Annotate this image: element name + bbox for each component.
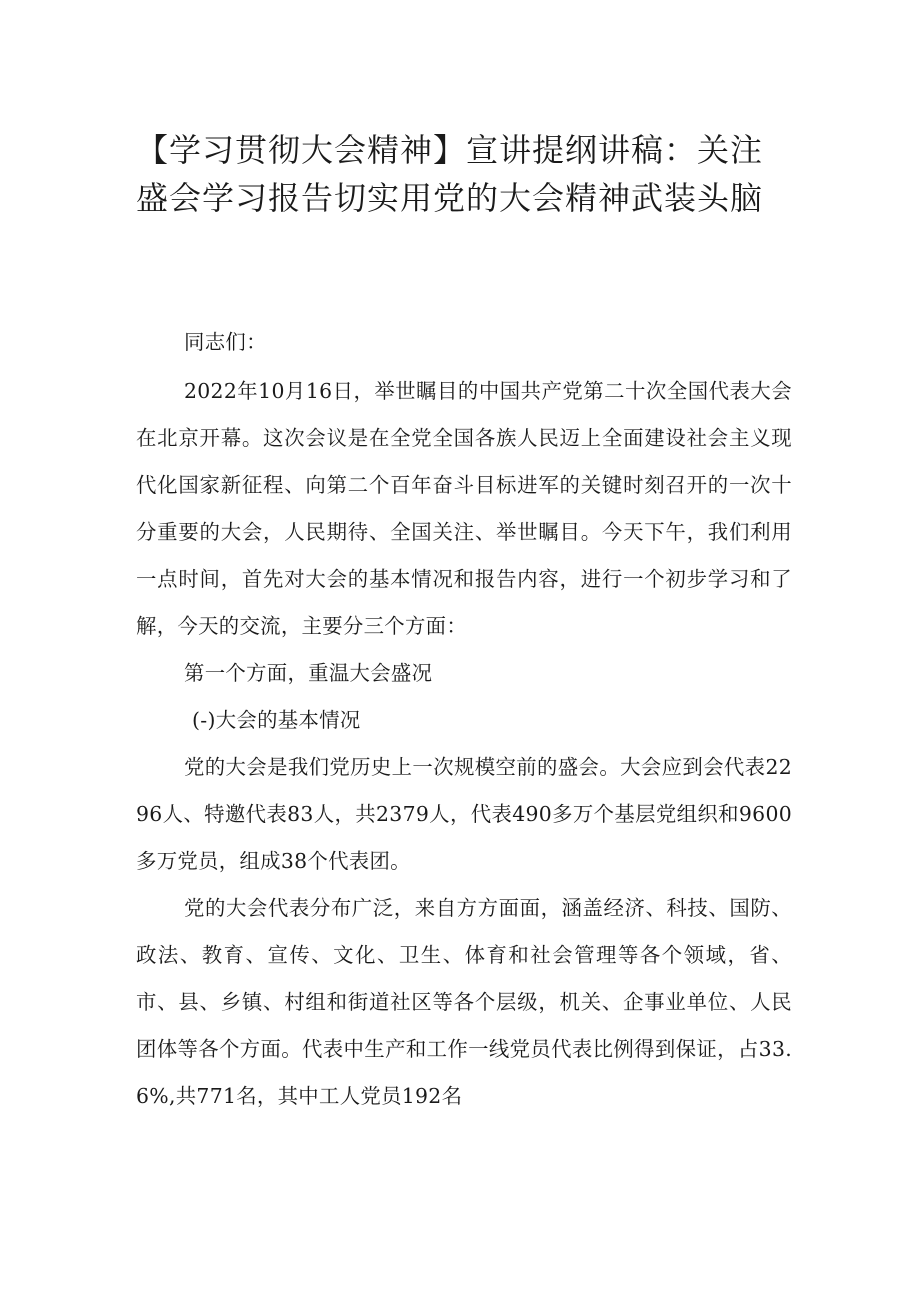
section-heading: 第一个方面，重温大会盛况 [184, 661, 433, 685]
paragraph-delegates: 党的大会是我们党历史上一次规模空前的盛会。大会应到会代表2296人、特邀代表83人，共2379人，代表490多万个基层党组织和9600多万党员，组成38个代表团。 [136, 755, 792, 873]
document-title: 【学习贯彻大会精神】宣讲提纲讲稿：关注盛会学习报告切实用党的大会精神武装头脑 [136, 131, 764, 217]
subsection-heading: (-)大会的基本情况 [192, 708, 361, 732]
paragraph-distribution: 党的大会代表分布广泛，来自方方面面，涵盖经济、科技、国防、政法、教育、宣传、文化、卫生、体育和社会管理等各个领域，省、市、县、乡镇、村组和街道社区等各个层级，机关、企事业单位、人民团体等各个方面。代表中生产和工作一线党员代表比例得到保证，占33.6%,共771名，其中工人党员192名 [136, 896, 792, 1108]
document-page [136, 126, 792, 1120]
salutation: 同志们： [184, 330, 267, 354]
paragraph-intro: 2022年10月16日，举世瞩目的中国共产党第二十次全国代表大会在北京开幕。这次会议是在全党全国各族人民迈上全面建设社会主义现代化国家新征程、向第二个百年奋斗目标进军的关键时刻召开的一次十分重要的大会，人民期待、全国关注、举世瞩目。今天下午，我们利用一点时间，首先对大会的基本情况和报告内容，进行一个初步学习和了解，今天的交流，主要分三个方面： [136, 379, 792, 638]
document-body [136, 319, 792, 1120]
